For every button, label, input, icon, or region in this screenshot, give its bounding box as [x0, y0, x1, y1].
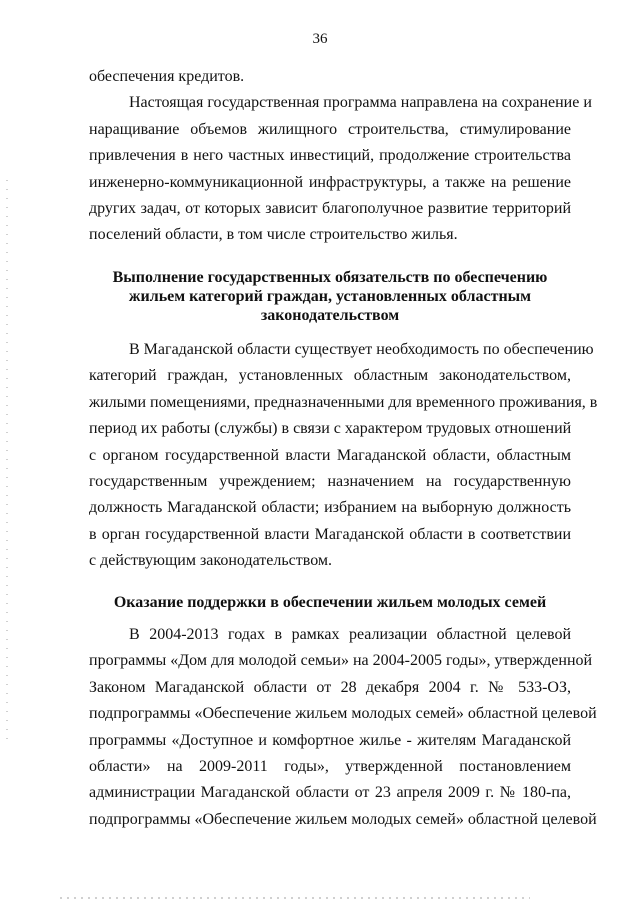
section2-line-1: В 2004-2013 годах в рамках реализации областной целевой — [129, 626, 571, 643]
section1-line-1: В Магаданской области существует необходимость по обеспечению — [129, 341, 594, 358]
section1-heading-line-3: законодательством — [260, 307, 400, 324]
section-heading-young-families — [89, 593, 571, 612]
section1-line-7: должность Магаданской области; избранием на выборную должность — [89, 499, 571, 517]
section-heading-housing-obligations — [89, 268, 571, 325]
section2-paragraph — [89, 622, 597, 833]
intro-line-6: других задач, от которых зависит благополучное развитие территорий — [89, 199, 571, 217]
section2-line-5: программы «Доступное и комфортное жилье - жителям Магаданской — [89, 731, 571, 749]
intro-line-7: поселений области, в том числе строительство жилья. — [89, 226, 458, 244]
intro-line-1: обеспечения кредитов. — [89, 68, 245, 85]
section1-line-6: государственным учреждением; назначением на государственную — [89, 472, 571, 490]
section2-line-7: администрации Магаданской области от 23 апреля 2009 г. № 180-па, — [89, 784, 571, 802]
section1-line-4: период их работы (службы) в связи с характером трудовых отношений — [89, 420, 572, 438]
section1-paragraph — [89, 337, 598, 575]
intro-line-4: привлечения в него частных инвестиций, продолжение строительства — [89, 147, 571, 165]
section1-line-9: с действующим законодательством. — [89, 552, 333, 570]
intro-line-2: Настоящая государственная программа направлена на сохранение и — [129, 94, 592, 112]
section1-line-2: категорий граждан, установленных областным законодательством, — [89, 367, 571, 385]
scan-margin-artifact — [6, 180, 8, 740]
section1-line-8: в орган государственной власти Магаданской области в соответствии — [89, 525, 571, 543]
section1-heading-line-1: Выполнение государственных обязательств по обеспечению — [112, 269, 548, 286]
section2-line-2: программы «Дом для молодой семьи» на 2004-2005 годы», утвержденной — [89, 652, 593, 670]
intro-line-3: наращивание объемов жилищного строительства, стимулирование — [89, 120, 571, 138]
intro-line-5: инженерно-коммуникационной инфраструктуры, а также на решение — [89, 173, 571, 191]
section2-line-4: подпрограммы «Обеспечение жильем молодых семей» областной целевой — [89, 705, 597, 723]
section1-heading-line-2: жильем категорий граждан, установленных областным — [128, 288, 532, 305]
section1-line-5: с органом государственной власти Магаданской области, областным — [89, 446, 571, 464]
intro-paragraph — [89, 64, 592, 249]
section2-line-6: области» на 2009-2011 годы», утвержденной постановлением — [89, 757, 571, 775]
page-number: 36 — [312, 31, 328, 47]
section2-line-3: Законом Магаданской области от 28 декабря 2004 г. № 533-ОЗ, — [89, 678, 571, 696]
scan-bottom-artifact — [60, 897, 530, 899]
section2-heading-line-1: Оказание поддержки в обеспечении жильем молодых семей — [113, 594, 547, 611]
section2-line-8: подпрограммы «Обеспечение жильем молодых семей» областной целевой — [89, 810, 597, 828]
section1-line-3: жилыми помещениями, предназначенными для временного проживания, в — [89, 393, 598, 411]
